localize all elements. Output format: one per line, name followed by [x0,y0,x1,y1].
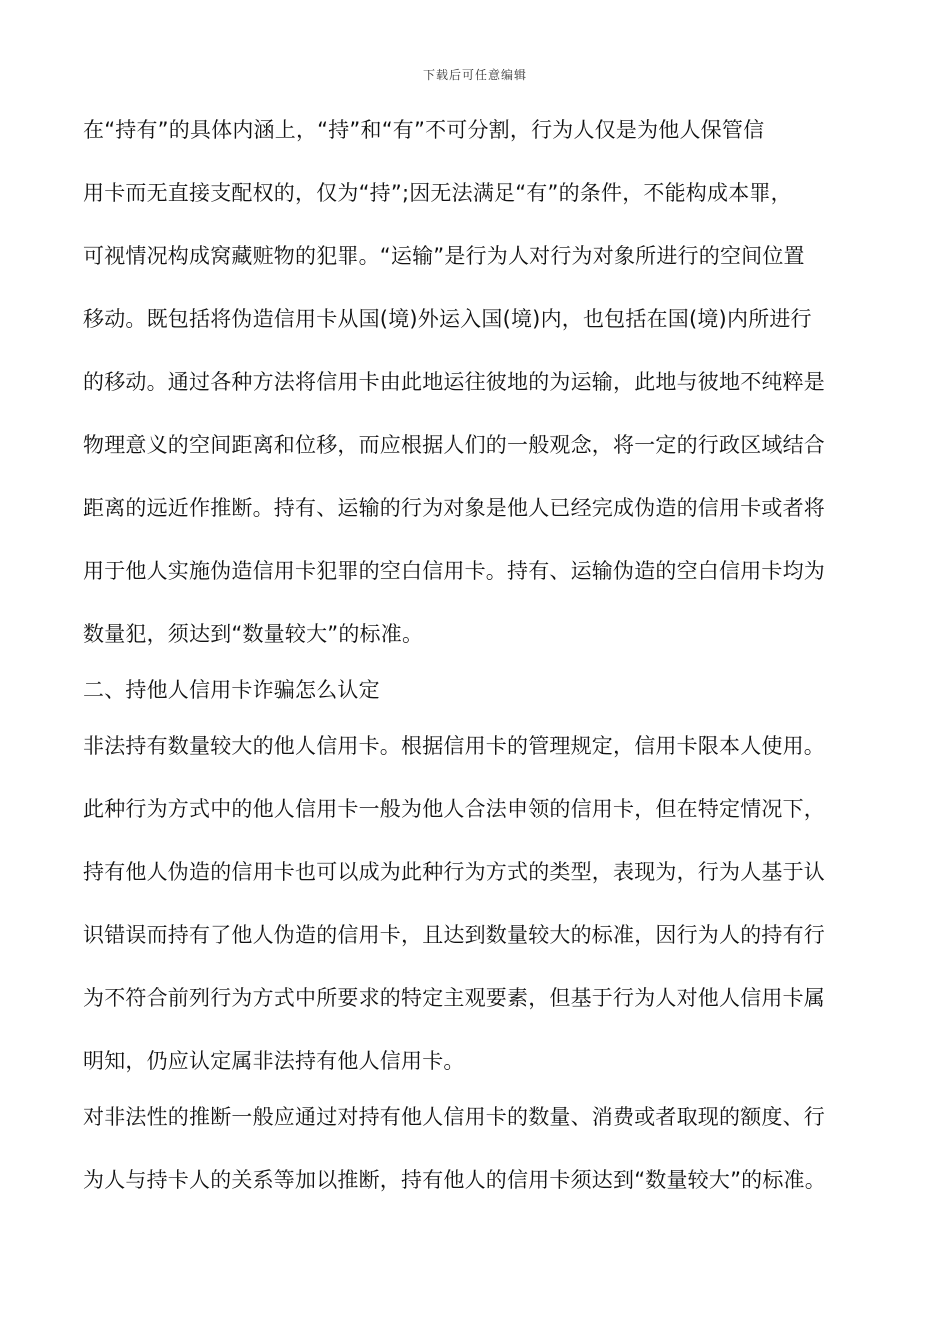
text-line: 的移动。通过各种方法将信用卡由此地运往彼地的为运输，此地与彼地不纯粹是 [83,370,825,394]
text-line: 为不符合前列行为方式中所要求的特定主观要素，但基于行为人对他人信用卡属 [83,986,825,1010]
text-line: 在“持有”的具体内涵上，“持”和“有”不可分割，行为人仅是为他人保管信 [83,118,765,142]
text-line: 明知，仍应认定属非法持有他人信用卡。 [83,1049,465,1073]
text-line: 用于他人实施伪造信用卡犯罪的空白信用卡。持有、运输伪造的空白信用卡均为 [83,559,825,583]
page-header: 下载后可任意编辑 [422,68,527,82]
section-heading: 二、持他人信用卡诈骗怎么认定 [83,678,380,702]
text-line: 用卡而无直接支配权的，仅为“持”;因无法满足“有”的条件，不能构成本罪， [83,181,792,205]
text-line: 此种行为方式中的他人信用卡一般为他人合法申领的信用卡，但在特定情况下， [83,797,825,821]
text-line: 持有他人伪造的信用卡也可以成为此种行为方式的类型，表现为，行为人基于认 [83,860,825,884]
text-line: 移动。既包括将伪造信用卡从国(境)外运入国(境)内，也包括在国(境)内所进行 [83,307,812,331]
document-body [83,118,873,1192]
text-line: 可视情况构成窝藏赃物的犯罪。“运输”是行为人对行为对象所进行的空间位置 [83,244,805,268]
text-line: 物理意义的空间距离和位移，而应根据人们的一般观念，将一定的行政区域结合 [83,433,825,457]
text-line: 识错误而持有了他人伪造的信用卡，且达到数量较大的标准，因行为人的持有行 [83,923,825,947]
text-line: 数量犯，须达到“数量较大”的标准。 [83,622,424,646]
text-line: 为人与持卡人的关系等加以推断，持有他人的信用卡须达到“数量较大”的标准。 [83,1168,826,1192]
text-line: 对非法性的推断一般应通过对持有他人信用卡的数量、消费或者取现的额度、行 [83,1105,825,1129]
text-line: 距离的远近作推断。持有、运输的行为对象是他人已经完成伪造的信用卡或者将 [83,496,825,520]
text-line: 非法持有数量较大的他人信用卡。根据信用卡的管理规定，信用卡限本人使用。 [83,734,825,758]
